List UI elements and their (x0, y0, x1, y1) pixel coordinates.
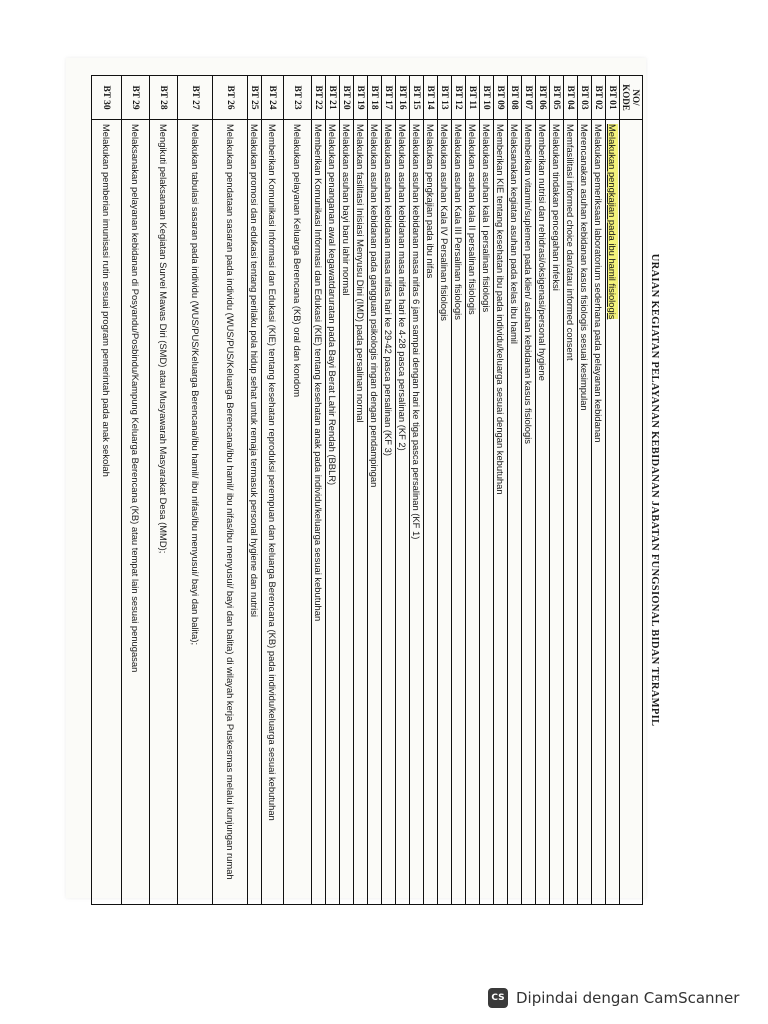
row-code: BT 18 (368, 76, 382, 120)
table-row (213, 76, 248, 905)
header-description (620, 120, 643, 905)
row-code: BT 06 (536, 76, 550, 120)
document-sheet (93, 75, 663, 905)
row-code: BT 21 (326, 76, 340, 120)
row-description: Melakukan asuhan kala I persalinan fisiologis (480, 120, 494, 905)
table-row (410, 76, 424, 905)
row-code: BT 28 (150, 76, 178, 120)
table-row (592, 76, 606, 905)
row-description: Melakukan penanganan awal kegawatdaruratan pada Bayi Berat Lahir Rendah (BBLR) (326, 120, 340, 905)
row-code: BT 02 (592, 76, 606, 120)
row-code: BT 17 (382, 76, 396, 120)
row-description: Melakukan asuhan kebidanan pada gangguan psikologis ringan dengan pendampingan (368, 120, 382, 905)
row-code: BT 11 (466, 76, 480, 120)
document-title: URAIAN KEGIATAN PELAYANAN KEBIDANAN JABATAN FUNGSIONAL BIDAN TERAMPIL (649, 253, 660, 727)
row-code: BT 19 (354, 76, 368, 120)
row-description: Melakukan fasilitasi Inisiasi Menyusu Dini (IMD) pada persalinan normal (354, 120, 368, 905)
row-code: BT 24 (262, 76, 284, 120)
row-description: Melakukan pemeriksaan laboratorium sederhana pada pelayanan kebidanan (592, 120, 606, 905)
row-description: Melakukan pendataan sasaran pada individu (WUS/PUS/Keluarga Berencana/ibu hamil/ ibu nifas/ibu menyusui/ bayi dan balita) di wilayah kerja Puskesmas melalui kunjungan rumah (213, 120, 248, 905)
row-code: BT 07 (522, 76, 536, 120)
row-code: BT 12 (452, 76, 466, 120)
camscanner-text: Dipindai dengan CamScanner (516, 989, 740, 1007)
row-code: BT 20 (340, 76, 354, 120)
row-description: Melakukan pelayanan Keluarga Berencana (KB) oral dan kondom (284, 120, 312, 905)
table-row (178, 76, 213, 905)
row-description: Melaksanakan kegiatan asuhan pada kelas ibu hamil (508, 120, 522, 905)
table-row (92, 76, 122, 905)
table-row (466, 76, 480, 905)
highlighted-text: Melakukan pengkajian pada ibu hamil fisiologis (607, 124, 619, 320)
row-description: Melakukan pengkajian pada ibu nifas (424, 120, 438, 905)
row-code: BT 04 (564, 76, 578, 120)
row-code: BT 27 (178, 76, 213, 120)
row-description: Memberikan Komunikasi Informasi dan Edukasi (KIE) tentang kesehatan reproduksi perempuan dan keluarga Berencana (KB) pada individu/keluarga sesuai kebutuhan (262, 120, 284, 905)
row-code: BT 29 (122, 76, 150, 120)
table-row (522, 76, 536, 905)
row-description: Melakukan promosi dan edukasi tentang perilaku pola hidup sehat untuk remaja termasuk personal hygiene dan nutrisi (248, 120, 262, 905)
row-code: BT 03 (578, 76, 592, 120)
table-row (508, 76, 522, 905)
row-code: BT 10 (480, 76, 494, 120)
row-description: Melakukan asuhan Kala III Persalinan fisiologis (452, 120, 466, 905)
table-row (312, 76, 326, 905)
row-description (606, 120, 620, 905)
row-code: BT 14 (424, 76, 438, 120)
row-description: Mengikuti pelaksanaan Kegiatan Survei Mawas Diri (SMD) atau Musyawarah Masyarakat Desa (MMD); (150, 120, 178, 905)
table-row (396, 76, 410, 905)
row-description: Melakukan tabulasi sasaran pada individu (WUS/PUS/Keluarga Berencana/ibu hamil/ ibu nifas/ibu menyusui/ bayi dan balita); (178, 120, 213, 905)
row-description: Melakukan asuhan bayi baru lahir normal (340, 120, 354, 905)
row-code: BT 23 (284, 76, 312, 120)
table-row (262, 76, 284, 905)
row-description: Melakukan asuhan kebidanan masa nifas hari ke 4-28 pasca persalinan (KF 2) (396, 120, 410, 905)
row-description: Memberikan Komunikasi Informasi dan Edukasi (KIE) tentang kesehatan anak pada individu/keluarga sesuai kebutuhan (312, 120, 326, 905)
table-row (368, 76, 382, 905)
row-code: BT 13 (438, 76, 452, 120)
activity-table (91, 75, 643, 905)
row-description: Memfasilitasi informed choice dan/atau informed consent (564, 120, 578, 905)
row-code: BT 05 (550, 76, 564, 120)
table-row (480, 76, 494, 905)
table-row (340, 76, 354, 905)
table-body (92, 76, 620, 905)
table-row (550, 76, 564, 905)
row-code: BT 09 (494, 76, 508, 120)
table-row (564, 76, 578, 905)
header-code (620, 76, 643, 120)
row-description: Memberikan vitamin/suplemen pada klien/ asuhan kebidanan kasus fisiologis (522, 120, 536, 905)
header-code-label: NO/ KODE (621, 84, 641, 111)
row-code: BT 16 (396, 76, 410, 120)
row-description: Memberikan KIE tentang kesehatan ibu pada individu/keluarga sesuai dengan kebutuhan (494, 120, 508, 905)
camscanner-footer (488, 988, 739, 1008)
camscanner-logo-icon: CS (488, 988, 508, 1008)
row-description: Melakukan asuhan kebidanan masa nifas hari ke 29-42 pasca persalinan (KF 3) (382, 120, 396, 905)
row-description: Melaksanakan pelayanan kebidanan di Posyandu/Posbindu/Kampung Keluarga Berencana (KB) atau tempat lain sesuai penugasan (122, 120, 150, 905)
row-description: Melakukan asuhan kebidanan masa nifas 6 jam sampai dengan hari ke tiga pasca persalinan (KF 1) (410, 120, 424, 905)
row-code: BT 22 (312, 76, 326, 120)
table-row (536, 76, 550, 905)
table-row (452, 76, 466, 905)
table-row (424, 76, 438, 905)
table-row (248, 76, 262, 905)
row-description: Memberikan nutrisi dan rehidrasi/oksigenasi/personal hygiene (536, 120, 550, 905)
row-description: Melakukan tindakan pencegahan infeksi (550, 120, 564, 905)
table-row (438, 76, 452, 905)
table-row (578, 76, 592, 905)
table-row (326, 76, 340, 905)
table-row (122, 76, 150, 905)
table-row (150, 76, 178, 905)
row-description: Merencanakan asuhan kebidanan kasus fisiologis sesuai kesimpulan (578, 120, 592, 905)
row-description: Melakukan asuhan kala II persalinan fisiologis (466, 120, 480, 905)
table-row (284, 76, 312, 905)
row-code: BT 15 (410, 76, 424, 120)
table-row (606, 76, 620, 905)
row-code: BT 30 (92, 76, 122, 120)
table-row (382, 76, 396, 905)
row-description: Melakukan asuhan Kala IV Persalinan fisiologis (438, 120, 452, 905)
table-row (354, 76, 368, 905)
table-row (494, 76, 508, 905)
row-code: BT 26 (213, 76, 248, 120)
row-code: BT 25 (248, 76, 262, 120)
row-code: BT 08 (508, 76, 522, 120)
row-description: Melakukan pemberian imunisasi rutin sesuai program pemerintah pada anak sekolah (92, 120, 122, 905)
table-header-row (620, 76, 643, 905)
row-code: BT 01 (606, 76, 620, 120)
